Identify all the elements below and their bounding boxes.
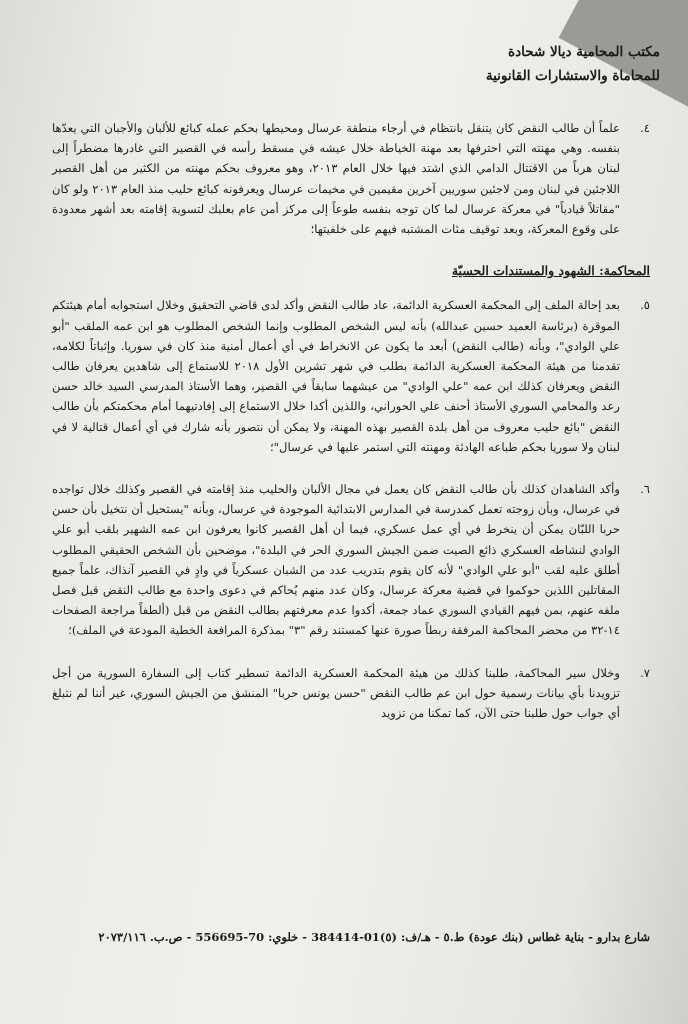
- paragraph-text: بعد إحالة الملف إلى المحكمة العسكرية الدائمة، عاد طالب النقض وأكد لدى قاضي التحقيق وخلال استجوابه أمام هيئتكم الموقرة (برئاسة العميد حسين عبدالله) بأنه ليس الشخص المطلوب وإنما الشخص المطلوب هو ابن عمه الملقب "أبو علي الوادي"، وبأنه (طالب النقض) أبعد ما يكون عن الانخراط في أي أعمال أمنية منذ كان في سوريا. وإثباتاً لكلامه، تقدمنا من هيئة المحكمة العسكرية الدائمة بطلب في شهر تشرين الأول ٢٠١٨ للاستماع إلى شاهدين يعرفان طالب النقض ويعرفان كذلك ابن عمه "علي الوادي" من عيشهما سابقاً في القصير، وهما الأستاذ المدرسي السيد خالد حسن رعد والمحامي السوري الأستاذ أحنف علي الحوراني، واللذين أكدا خلال الاستماع إلى إفادتيهما أمام محكمتكم بأن طالب النقض "بائع حليب معروف من أهل بلدة القصير بهذه المهنة، ولا يمكن أن نتصور بأنه شارك في أي أعمال قتالية لا في لبنان ولا سوريا بحكم طباعه الهادئة ومهنته التي استمر عليها في عرسال"؛: [52, 298, 621, 454]
- letterhead-subtitle: للمحاماة والاستشارات القانونية: [485, 68, 660, 84]
- paragraph-number: ٧.: [640, 665, 650, 680]
- paragraph-7: [52, 663, 650, 724]
- paragraph-5: [52, 295, 650, 457]
- paragraph-4: [52, 118, 650, 239]
- document-body: [52, 118, 650, 723]
- paragraph-text: وأكد الشاهدان كذلك بأن طالب النقض كان يعمل في مجال الألبان والحليب منذ إقامته في القصير وكذلك خلال تواجده في عرسال، وبأن زوجته تعمل كمدرسة في المدارس الابتدائية الموجودة في عرسال، وبأنه "يستحيل أن نتخيل بأن حسن حربا اللبّان يمكن أن ينخرط في أي عمل عسكري، فيما أن أهل القصير كانوا يعرفون ابن عمه الشهير بلقب أبو علي الوادي لنشاطه العسكري ذائع الصيت ضمن الجيش السوري الحر في البلدة"، موضحين بأن الشخص الحقيقي المطلوب أطلق عليه لقب "أبو علي الوادي" لأنه كان يقوم بتدريب عدد من الشبان عسكرياً في وادٍ في القصير آنذاك، علماً جميع المقاتلين اللذين حوكموا في قضية معركة عرسال، وكان عدد منهم يُحاكم في دعوى واحدة مع طالب النقض قبل فصل ملفه عنهم، بمن فيهم القيادي السوري عماد جمعة، أكدوا عدم معرفتهم بطالب النقض من قبل (ألطفاً مراجعة الصفحات ١٤-٣٢ من محضر المحاكمة المرفقة ربطاً صورة عنها كمستند رقم "٣" بمذكرة المرافعة الخطية المودعة في الملف)؛: [52, 482, 620, 638]
- letterhead-office-name: مكتب المحامية ديالا شحادة: [508, 44, 660, 60]
- paragraph-text: علماً أن طالب النقض كان يتنقل بانتظام في أرجاء منطقة عرسال ومحيطها بحكم عمله كبائع للألبان والأجبان التي يعدّها بنفسه. وهي مهنته التي احترفها بعد مهنة الخياطة خلال عيشه في مسقط رأسه في القصير التي غادرها مضطراً إلى لبنان هرباً من الاقتتال الدامي الذي اشتد فيها خلال العام ٢٠١٣، وهو معروف بحكم مهنته من الكثير من أهل القصير اللاجئين في لبنان ومن لاجئين سوريين آخرين مقيمين في مخيمات عرسال ويعرفونه كبائع حليب منذ العام ٢٠١٣ ولو كان "مقاتلاً قيادياً" في معركة عرسال لما كان توجه بنفسه طوعاً إلى مركز أمن عام بعلبك لتسوية إقامته بعد أشهر معدودة على وقوع المعركة، وبعد توقيف مئات المشتبه فيهم على خلفيتها؛: [52, 121, 620, 237]
- paragraph-number: ٥.: [640, 298, 650, 313]
- letterhead: [400, 40, 660, 88]
- paragraph-6: [52, 479, 650, 641]
- paragraph-number: ٦.: [640, 482, 650, 497]
- paragraph-number: ٤.: [640, 121, 650, 135]
- footer-address: شارع بدارو - بناية غطاس (بنك عودة) ط.٥ - هـ/ف: (٥)01-384414 - خلوي: 70-556695 - ص.ب. ٢٠٧٣/١١٦: [98, 930, 650, 944]
- section-heading: المحاكمة: الشهود والمستندات الحسيّة: [451, 263, 650, 279]
- paragraph-text: وخلال سير المحاكمة، طلبنا كذلك من هيئة المحكمة العسكرية الدائمة تسطير كتاب إلى السفارة السورية من أجل تزويدنا بأي بيانات رسمية حول ابن عم طالب النقض "حسن يونس حربا" المنشق من الجيش السوري، غير أننا لم نتبلغ أي جواب حول طلبنا حتى الآن، كما تمكنا من تزويد: [52, 665, 620, 721]
